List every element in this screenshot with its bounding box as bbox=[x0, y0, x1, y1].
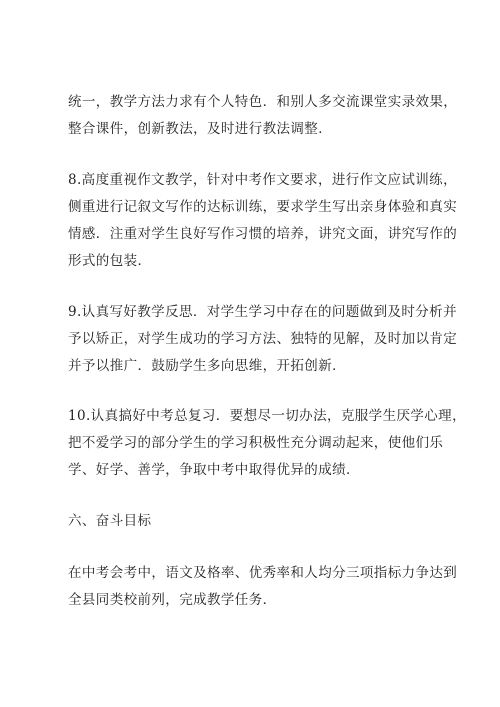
text-line: 在中考会考中，语文及格率、优秀率和人均分三项指标力争达到 bbox=[68, 565, 458, 581]
text-line: 予以矫正，对学生成功的学习方法、独特的见解，及时加以肯定 bbox=[68, 331, 458, 347]
text-line: 并予以推广．鼓励学生多向思维，开拓创新． bbox=[68, 358, 346, 374]
text-line: 10.认真搞好中考总复习．要想尽一切办法，克服学生厌学心理， bbox=[68, 408, 466, 424]
paragraph-item-8-composition bbox=[68, 167, 458, 275]
text-line: 把不爱学习的部分学生的学习积极性充分调动起来，使他们乐 bbox=[68, 435, 444, 451]
heading-text: 六、奋斗目标 bbox=[68, 513, 152, 529]
paragraph-item-9-reflection bbox=[68, 299, 458, 380]
text-line: 学、好学、善学，争取中考中取得优异的成绩． bbox=[68, 462, 360, 478]
text-line: 全县同类校前列，完成教学任务． bbox=[68, 592, 277, 608]
text-line: 情感．注重对学生良好写作习惯的培养，讲究文面，讲究写作的 bbox=[68, 226, 458, 242]
text-line: 9.认真写好教学反思．对学生学习中存在的问题做到及时分析并 bbox=[68, 304, 457, 320]
text-line: 形式的包装． bbox=[68, 253, 152, 269]
section-heading-goals bbox=[68, 508, 440, 535]
text-line: 统一，教学方法力求有个人特色．和别人多交流课堂实录效果， bbox=[68, 94, 458, 110]
text-line: 侧重进行记叙文写作的达标训练，要求学生写出亲身体验和真实 bbox=[68, 199, 458, 215]
paragraph-goals-detail bbox=[68, 560, 458, 614]
paragraph-teaching-method-continued bbox=[68, 89, 458, 143]
paragraph-item-10-review bbox=[68, 403, 466, 484]
text-line: 8.高度重视作文教学，针对中考作文要求，进行作文应试训练， bbox=[68, 172, 457, 188]
text-line: 整合课件，创新教法，及时进行教法调整． bbox=[68, 121, 333, 137]
